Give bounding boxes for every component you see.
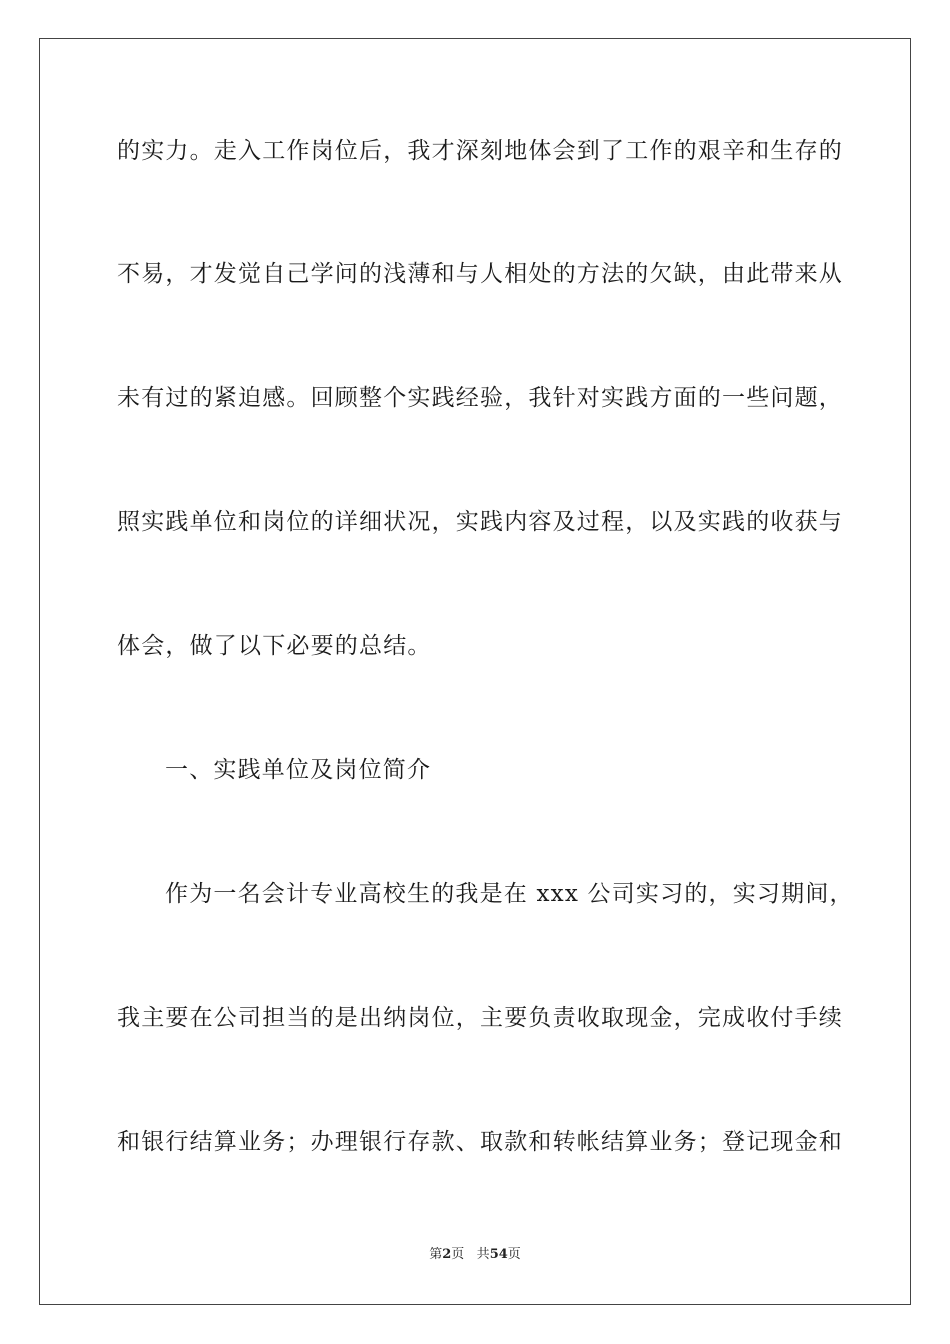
body-line-2: 不易，才发觉自己学问的浅薄和与人相处的方法的欠缺，由此带来从 <box>117 261 843 287</box>
body-line-3: 未有过的紧迫感。回顾整个实践经验，我针对实践方面的一些问题， <box>117 385 843 411</box>
body-line-5: 体会，做了以下必要的总结。 <box>117 633 432 659</box>
body-line-7: 作为一名会计专业高校生的我是在 xxx 公司实习的，实习期间， <box>165 881 854 907</box>
body-line-9: 和银行结算业务；办理银行存款、取款和转帐结算业务；登记现金和 <box>117 1129 843 1155</box>
footer-page-suffix: 页 <box>451 1247 465 1262</box>
footer-page-prefix: 第 <box>429 1247 443 1262</box>
page-footer <box>0 1246 950 1264</box>
body-line-4: 照实践单位和岗位的详细状况，实践内容及过程，以及实践的收获与 <box>117 509 843 535</box>
footer-total-pages: 54 <box>489 1247 508 1262</box>
section-heading: 一、实践单位及岗位简介 <box>165 757 432 783</box>
body-line-8: 我主要在公司担当的是出纳岗位，主要负责收取现金，完成收付手续 <box>117 1005 843 1031</box>
footer-total-prefix: 共 <box>476 1247 490 1262</box>
body-line-1: 的实力。走入工作岗位后，我才深刻地体会到了工作的艰辛和生存的 <box>117 138 843 164</box>
page-border <box>39 38 911 1305</box>
footer-page-number: 2 <box>442 1247 452 1262</box>
footer-total-suffix: 页 <box>507 1247 521 1262</box>
